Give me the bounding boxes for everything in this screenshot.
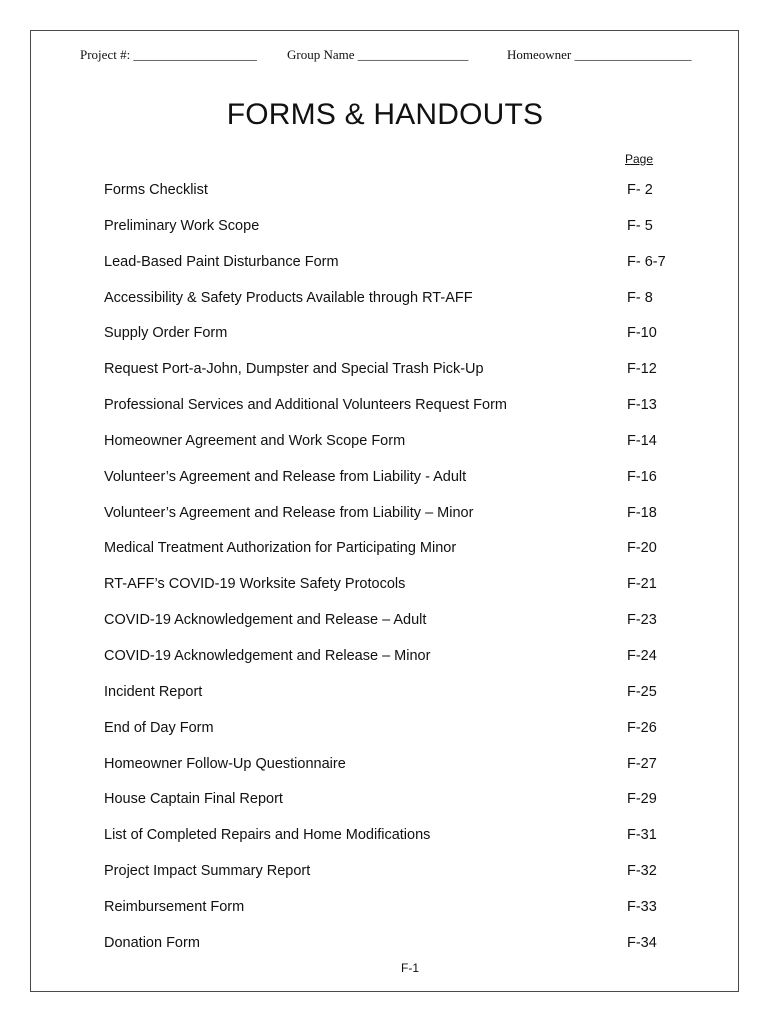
toc-row — [104, 863, 664, 899]
toc-entry-page: F-33 — [627, 898, 657, 915]
toc-entry-title: List of Completed Repairs and Home Modifications — [104, 827, 431, 844]
toc-entry-page: F- 5 — [627, 217, 653, 234]
toc-row — [104, 612, 664, 648]
toc-row — [104, 218, 664, 254]
toc-entry-page: F-16 — [627, 468, 657, 485]
toc-entry-title: Homeowner Follow-Up Questionnaire — [104, 755, 346, 772]
toc-entry-title: COVID-19 Acknowledgement and Release – Minor — [104, 647, 431, 664]
toc-entry-page: F-14 — [627, 432, 657, 449]
toc-entry-page: F- 2 — [627, 182, 653, 198]
toc-entry-page: F-34 — [627, 934, 657, 951]
toc-entry-page: F-23 — [627, 612, 657, 629]
header-fields — [80, 47, 705, 65]
toc-row — [104, 540, 664, 576]
toc-row — [104, 254, 664, 290]
toc-entry-title: Medical Treatment Authorization for Participating Minor — [104, 540, 457, 557]
toc-entry-page: F-20 — [627, 540, 657, 557]
toc-row — [104, 648, 664, 684]
toc-row — [104, 791, 664, 827]
toc-entry-title: Preliminary Work Scope — [104, 217, 260, 234]
page-footer-number: F-1 — [401, 961, 419, 975]
toc-entry-page: F-10 — [627, 325, 657, 342]
toc-entry-title: Reimbursement Form — [104, 898, 245, 915]
toc-row — [104, 325, 664, 361]
toc-entry-page: F-25 — [627, 683, 657, 700]
page-column-header: Page — [625, 152, 654, 166]
toc-row — [104, 397, 664, 433]
toc-row — [104, 505, 664, 541]
toc-entry-title: Volunteer’s Agreement and Release from Liability – Minor — [104, 504, 474, 521]
toc-row — [104, 899, 664, 935]
toc-entry-title: End of Day Form — [104, 719, 214, 736]
toc-entry-title: COVID-19 Acknowledgement and Release – Adult — [104, 612, 427, 629]
page-title: FORMS & HANDOUTS — [226, 98, 544, 131]
toc-entry-title: Accessibility & Safety Products Available through RT-AFF — [104, 289, 473, 306]
toc-entry-page: F-27 — [627, 755, 657, 772]
toc-row — [104, 720, 664, 756]
toc-entry-title: Donation Form — [104, 934, 200, 951]
toc-entry-title: Incident Report — [104, 683, 203, 700]
toc-row — [104, 469, 664, 505]
toc-entry-title: Request Port-a-John, Dumpster and Special Trash Pick-Up — [104, 361, 484, 378]
toc-entry-page: F-31 — [627, 827, 657, 844]
toc-row — [104, 182, 664, 218]
toc-entry-page: F-24 — [627, 647, 657, 664]
toc-entry-page: F-26 — [627, 719, 657, 736]
homeowner-field: Homeowner __________________ — [507, 47, 692, 62]
toc-entry-title: House Captain Final Report — [104, 791, 283, 808]
toc-row — [104, 433, 664, 469]
toc-entry-title: Homeowner Agreement and Work Scope Form — [104, 432, 406, 449]
project-number-field: Project #: ___________________ — [80, 47, 257, 62]
toc-entry-page: F- 6-7 — [627, 253, 666, 270]
toc-row — [104, 756, 664, 792]
toc-row — [104, 290, 664, 326]
toc-row — [104, 827, 664, 863]
toc-entry-title: Volunteer’s Agreement and Release from Liability - Adult — [104, 468, 467, 485]
toc-entry-page: F-12 — [627, 361, 657, 378]
toc-entry-title: RT-AFF’s COVID-19 Worksite Safety Protocols — [104, 576, 406, 593]
toc-entry-page: F-21 — [627, 576, 657, 593]
toc-entry-page: F-13 — [627, 397, 657, 414]
toc-row — [104, 361, 664, 397]
toc-row — [104, 684, 664, 720]
table-of-contents — [104, 182, 664, 971]
toc-entry-title: Professional Services and Additional Volunteers Request Form — [104, 397, 507, 414]
group-name-field: Group Name _________________ — [287, 47, 469, 62]
toc-entry-page: F-29 — [627, 791, 657, 808]
toc-entry-page: F- 8 — [627, 289, 653, 306]
toc-entry-title: Project Impact Summary Report — [104, 863, 311, 880]
toc-entry-page: F-18 — [627, 504, 657, 521]
toc-entry-title: Forms Checklist — [104, 182, 208, 198]
toc-entry-page: F-32 — [627, 863, 657, 880]
toc-entry-title: Supply Order Form — [104, 325, 228, 342]
toc-entry-title: Lead-Based Paint Disturbance Form — [104, 253, 339, 270]
toc-row — [104, 576, 664, 612]
